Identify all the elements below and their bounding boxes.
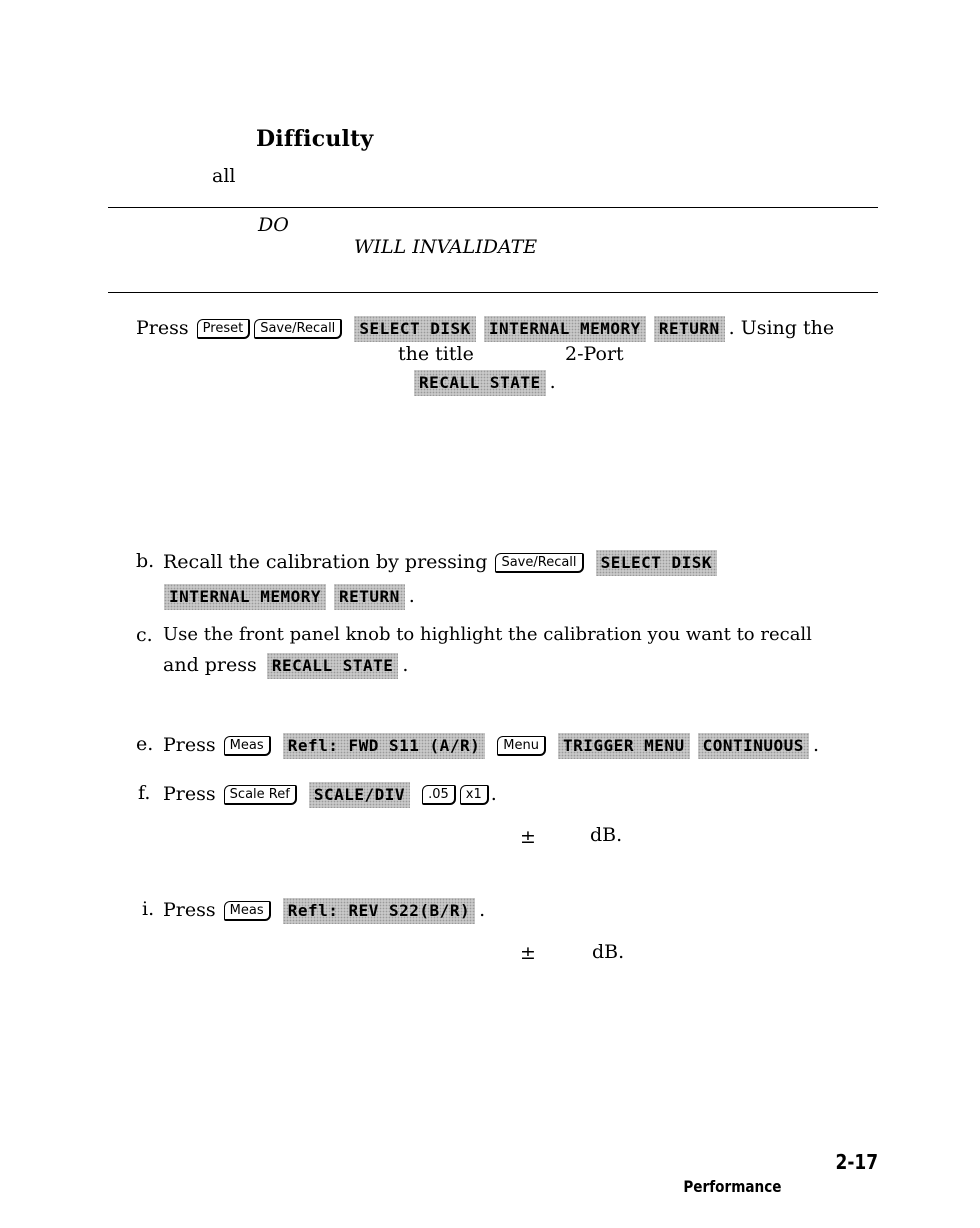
step-a-line2a: the title	[398, 343, 474, 365]
point-05-key[interactable]: .05	[422, 785, 456, 805]
step-f-marker: f.	[138, 782, 151, 804]
step-i-marker: i.	[142, 898, 155, 920]
menu-key[interactable]: Menu	[497, 736, 546, 756]
note-do: DO	[258, 214, 289, 236]
tolerance-pm-1: ±	[520, 826, 536, 848]
meas-key[interactable]: Meas	[224, 901, 271, 921]
period: .	[479, 899, 486, 921]
bottom-rule	[108, 292, 878, 293]
period: .	[490, 783, 497, 805]
step-b-text: Recall the calibration by pressing	[163, 551, 488, 573]
section-heading: Difficulty	[256, 126, 374, 152]
scale-ref-key[interactable]: Scale Ref	[224, 785, 297, 805]
step-a-line2b: 2-Port	[565, 343, 624, 365]
internal-memory-softkey[interactable]: INTERNAL MEMORY	[164, 584, 326, 610]
step-a-line3	[410, 370, 556, 396]
step-e-marker: e.	[136, 733, 154, 755]
step-b-marker: b.	[136, 550, 155, 572]
step-b-line1	[163, 550, 721, 576]
press-label: Press	[163, 783, 216, 805]
recall-state-softkey[interactable]: RECALL STATE	[267, 653, 399, 679]
x1-key[interactable]: x1	[460, 785, 489, 805]
top-rule	[108, 207, 878, 208]
step-b-line2	[160, 584, 415, 610]
trigger-menu-softkey[interactable]: TRIGGER MENU	[558, 733, 690, 759]
page-number: 2-17	[835, 1150, 878, 1174]
using-the-text: . Using the	[728, 317, 835, 339]
select-disk-softkey[interactable]: SELECT DISK	[354, 316, 475, 342]
step-c-text2: and press	[163, 654, 257, 676]
recall-state-softkey[interactable]: RECALL STATE	[414, 370, 546, 396]
step-c-marker: c.	[136, 624, 153, 646]
save-recall-key[interactable]: Save/Recall	[254, 319, 342, 339]
refl-rev-s22-softkey[interactable]: Refl: REV S22(B/R)	[283, 898, 475, 924]
step-c-line1: Use the front panel knob to highlight the calibration you want to recall	[163, 624, 812, 645]
press-label: Press	[163, 899, 216, 921]
preset-key[interactable]: Preset	[197, 319, 251, 339]
press-label: Press	[136, 317, 189, 339]
continuous-softkey[interactable]: CONTINUOUS	[698, 733, 809, 759]
step-f-line	[163, 782, 497, 808]
fragment-all: all	[212, 165, 236, 187]
refl-fwd-s11-softkey[interactable]: Refl: FWD S11 (A/R)	[283, 733, 486, 759]
tolerance-pm-2: ±	[520, 942, 536, 964]
press-label: Press	[163, 734, 216, 756]
select-disk-softkey[interactable]: SELECT DISK	[596, 550, 717, 576]
internal-memory-softkey[interactable]: INTERNAL MEMORY	[484, 316, 646, 342]
return-softkey[interactable]: RETURN	[334, 584, 405, 610]
step-i-line	[163, 898, 485, 924]
period: .	[812, 734, 819, 756]
step-a-line1	[136, 316, 834, 342]
return-softkey[interactable]: RETURN	[654, 316, 725, 342]
step-c-line2	[163, 653, 408, 679]
tolerance-unit-1: dB.	[590, 824, 623, 846]
period: .	[402, 654, 409, 676]
period: .	[549, 371, 556, 393]
save-recall-key[interactable]: Save/Recall	[495, 553, 583, 573]
period: .	[408, 585, 415, 607]
section-footer: Performance	[683, 1177, 782, 1196]
meas-key[interactable]: Meas	[224, 736, 271, 756]
note-will-invalidate: WILL INVALIDATE	[354, 236, 538, 258]
scale-div-softkey[interactable]: SCALE/DIV	[309, 782, 410, 808]
step-e-line	[163, 733, 819, 759]
tolerance-unit-2: dB.	[592, 941, 625, 963]
